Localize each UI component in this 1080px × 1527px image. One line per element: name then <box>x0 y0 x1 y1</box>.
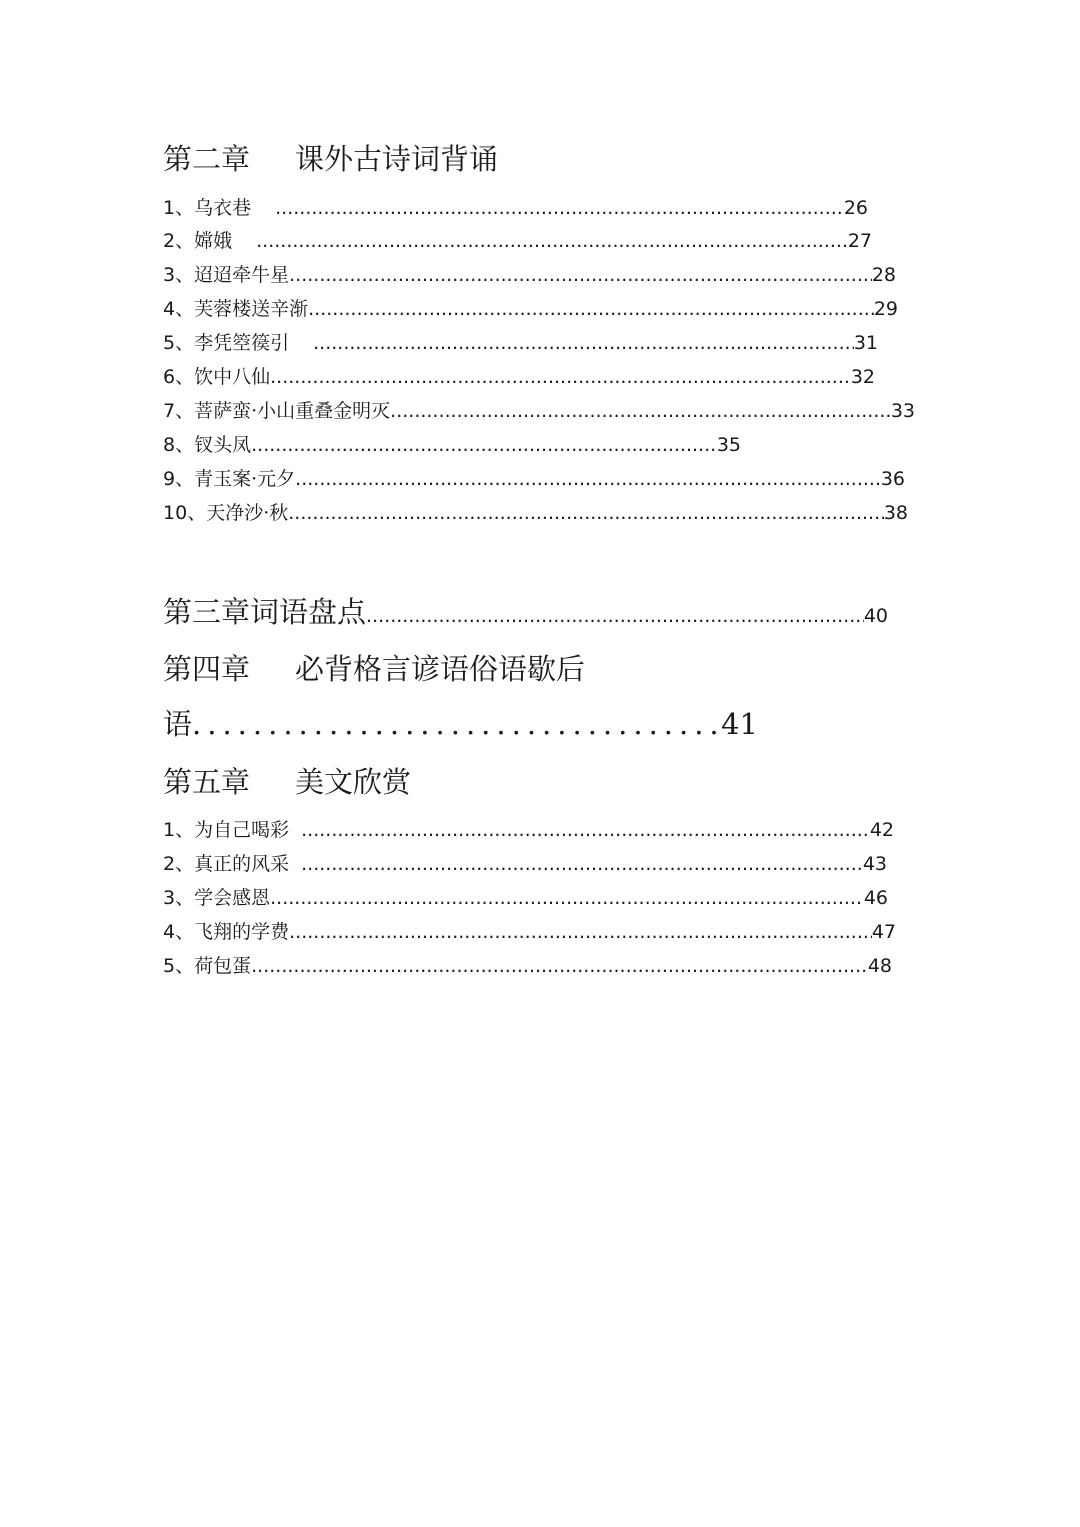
entry-page: 36 <box>880 468 905 490</box>
toc-entry[interactable] <box>163 920 896 944</box>
entry-index: 5 <box>163 955 176 977</box>
entry-separator: 、 <box>175 298 195 320</box>
toc-entry[interactable] <box>163 196 868 220</box>
entry-page: 32 <box>850 366 875 388</box>
entry-separator: 、 <box>175 819 195 841</box>
entry-index: 5 <box>163 332 176 354</box>
entry-page: 38 <box>883 502 908 524</box>
leader-dots <box>251 954 868 978</box>
leader-dots <box>289 263 872 287</box>
leader-dots <box>275 196 844 220</box>
leader-dots <box>313 331 854 355</box>
entry-page: 33 <box>890 400 915 422</box>
leader-dots <box>301 852 863 876</box>
entry-index: 1 <box>163 819 176 841</box>
entry-index: 9 <box>163 468 176 490</box>
toc-entry[interactable] <box>163 818 894 842</box>
entry-page: 42 <box>869 819 894 841</box>
toc-entry[interactable] <box>163 886 888 910</box>
entry-page: 48 <box>867 955 892 977</box>
leader-dots <box>301 818 870 842</box>
entry-page: 35 <box>716 434 741 456</box>
entry-separator: 、 <box>175 853 195 875</box>
toc-entry[interactable] <box>163 433 741 457</box>
entry-index: 8 <box>163 434 176 456</box>
entry-title: 学会感恩 <box>194 887 271 909</box>
toc-entry[interactable] <box>163 467 905 491</box>
entry-title: 钗头凤 <box>194 434 252 456</box>
entry-separator: 、 <box>175 921 195 943</box>
chapter3-num: 第三章 <box>163 595 251 629</box>
entry-title: 迢迢牵牛星 <box>194 264 290 286</box>
entry-index: 4 <box>163 921 176 943</box>
entry-separator: 、 <box>175 434 195 456</box>
entry-separator: 、 <box>187 502 207 524</box>
toc-entry[interactable] <box>163 229 872 253</box>
entry-separator: 、 <box>175 468 195 490</box>
toc-entry[interactable] <box>163 365 875 389</box>
chapter5-num: 第五章 <box>163 765 251 799</box>
entry-separator: 、 <box>175 264 195 286</box>
entry-index: 3 <box>163 264 176 286</box>
leader-dots <box>251 433 717 457</box>
chapter4-title-cont: 语 <box>163 707 193 741</box>
chapter2-title: 课外古诗词背诵 <box>295 142 499 176</box>
chapter4-title: 必背格言谚语俗语歇后 <box>295 652 586 686</box>
entry-title: 为自己喝彩 <box>194 819 290 841</box>
entry-page: 31 <box>853 332 878 354</box>
entry-title: 饮中八仙 <box>194 366 271 388</box>
entry-index: 7 <box>163 400 176 422</box>
entry-index: 2 <box>163 853 176 875</box>
toc-entry[interactable] <box>163 297 898 321</box>
entry-separator: 、 <box>175 230 195 252</box>
entry-page: 29 <box>873 298 898 320</box>
leader-dots <box>288 501 884 525</box>
chapter5-heading <box>163 764 411 800</box>
chapter4-num: 第四章 <box>163 652 251 686</box>
entry-page: 28 <box>871 264 896 286</box>
chapter3-title: 词语盘点 <box>250 595 367 629</box>
entry-title: 飞翔的学费 <box>194 921 290 943</box>
leader-dots <box>308 297 874 321</box>
entry-page: 47 <box>871 921 896 943</box>
entry-page: 27 <box>847 230 872 252</box>
entry-separator: 、 <box>175 400 195 422</box>
chapter3-page: 40 <box>863 605 888 627</box>
toc-entry[interactable] <box>163 954 892 978</box>
entry-title: 嫦娥 <box>194 230 233 252</box>
entry-index: 6 <box>163 366 176 388</box>
entry-title: 天净沙·秋 <box>206 502 289 524</box>
toc-entry[interactable] <box>163 331 878 355</box>
chapter4-page: 41 <box>721 707 758 741</box>
entry-index: 3 <box>163 887 176 909</box>
entry-index: 4 <box>163 298 176 320</box>
chapter3-heading[interactable] <box>163 594 888 634</box>
entry-page: 26 <box>843 197 868 219</box>
chapter4-heading-cont[interactable] <box>163 706 758 742</box>
chapter5-title: 美文欣赏 <box>295 765 412 799</box>
leader-dots <box>390 399 891 423</box>
entry-title: 芙蓉楼送辛渐 <box>194 298 309 320</box>
leader-dots <box>256 229 848 253</box>
entry-separator: 、 <box>175 366 195 388</box>
toc-entry[interactable] <box>163 399 915 423</box>
entry-separator: 、 <box>175 332 195 354</box>
leader-dots <box>270 886 864 910</box>
leader-dots <box>192 706 721 742</box>
entry-title: 李凭箜篌引 <box>194 332 290 354</box>
leader-dots <box>366 598 864 634</box>
entry-title: 青玉案·元夕 <box>194 468 296 490</box>
entry-page: 46 <box>863 887 888 909</box>
entry-page: 43 <box>862 853 887 875</box>
toc-entry[interactable] <box>163 501 908 525</box>
entry-separator: 、 <box>175 955 195 977</box>
toc-entry[interactable] <box>163 852 887 876</box>
chapter4-heading[interactable] <box>163 651 585 687</box>
entry-separator: 、 <box>175 887 195 909</box>
chapter2-num: 第二章 <box>163 142 251 176</box>
entry-title: 菩萨蛮·小山重叠金明灭 <box>194 400 391 422</box>
toc-entry[interactable] <box>163 263 896 287</box>
leader-dots <box>289 920 872 944</box>
entry-title: 真正的风采 <box>194 853 290 875</box>
leader-dots <box>270 365 851 389</box>
leader-dots <box>295 467 881 491</box>
entry-index: 2 <box>163 230 176 252</box>
entry-title: 荷包蛋 <box>194 955 252 977</box>
chapter2-heading <box>163 141 498 177</box>
entry-index: 1 <box>163 197 176 219</box>
entry-index: 10 <box>163 502 188 524</box>
entry-separator: 、 <box>175 197 195 219</box>
entry-title: 乌衣巷 <box>194 197 252 219</box>
